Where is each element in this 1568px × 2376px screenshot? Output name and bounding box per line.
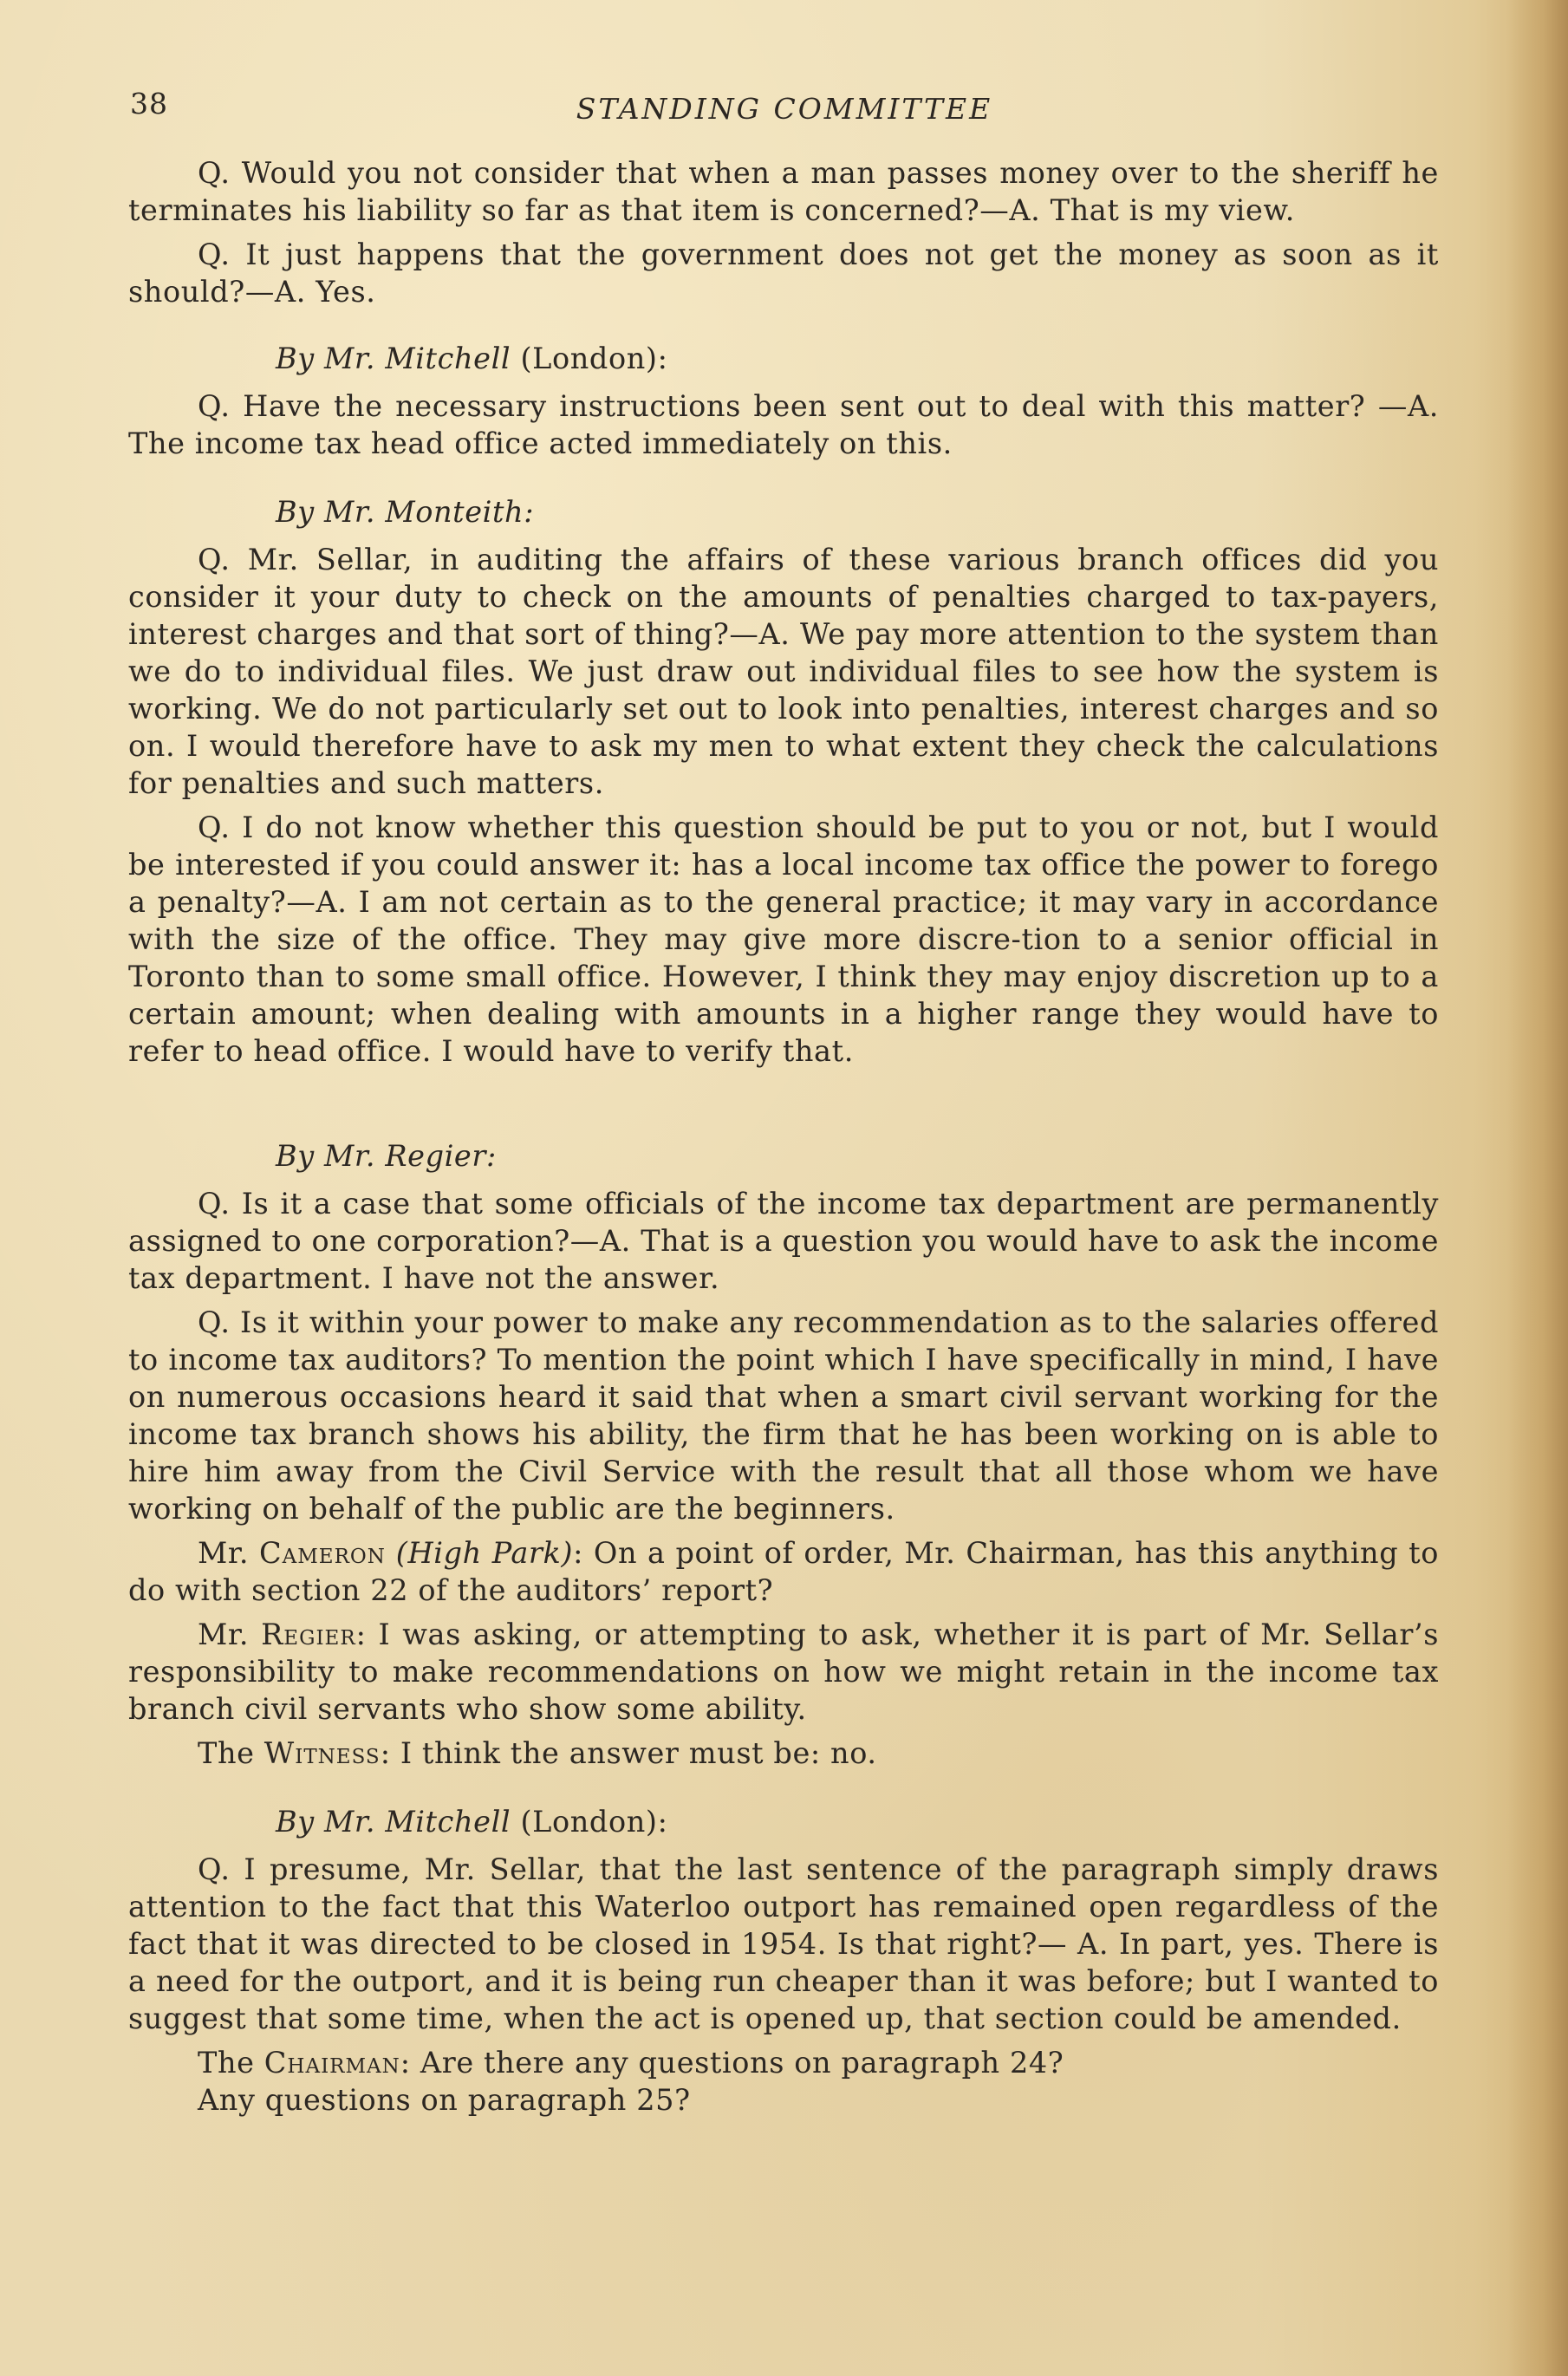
qa-paragraph: Q. Mr. Sellar, in auditing the affairs of these various branch offices did you consider it your duty to check on the amounts of penalties charged to tax-payers, interest charges and that sort of thing?—A. We pay more attention to the system than we do to individual files. We just draw out individual files to see how the system is working. We do not particularly set out to look into penalties, interest charges and so on. I would therefore have to ask my men to what extent they check the calculations for penalties and such matters. [128, 543, 1439, 800]
page-edge-shadow [1507, 0, 1568, 2376]
qa-paragraph: Q. It just happens that the government does not get the money as soon as it should?—A. Yes. [128, 238, 1439, 309]
page-header [130, 87, 1439, 139]
qa-paragraph: Q. Is it a case that some officials of the income tax department are permanently assigned to one corporation?—A. That is a question you would have to ask the income tax department. I have not the answer. [128, 1187, 1439, 1295]
speaker-paragraph [128, 1735, 1439, 1772]
qa-paragraph: Q. I do not know whether this question should be put to you or not, but I would be interested if you could answer it: has a local income tax office the power to forego a penalty?—A. I am not certain as to the general practice; it may vary in accordance with the size of the office. They may give more discre-tion to a senior official in Toronto than to some small office. However, I think they may enjoy discretion up to a certain amount; when dealing with amounts in a higher range they would have to refer to head office. I would have to verify that. [128, 810, 1439, 1068]
speaker-name: Witness [264, 1736, 381, 1770]
examiner-heading [128, 1803, 1439, 1840]
running-head: STANDING COMMITTEE [576, 92, 993, 126]
examiner-heading [128, 493, 1439, 531]
speaker-paragraph [128, 2044, 1439, 2081]
examiner-heading [128, 1137, 1439, 1175]
speaker-name: Cameron [258, 1536, 386, 1570]
speaker-text: : I was asking, or attempting to ask, whether it is part of Mr. Sellar’s responsibility to make recommendations on how we might retain in the income tax branch civil servants who show some ability. [128, 1618, 1439, 1726]
speaker-paragraph [128, 1534, 1439, 1609]
speaker-qualifier: (High Park) [385, 1536, 574, 1570]
speaker-text: : Are there any questions on paragraph 24? [400, 2046, 1064, 2080]
speaker-text: : On a point of order, Mr. Chairman, has this anything to do with section 22 of the auditors’ report? [128, 1536, 1439, 1607]
qa-paragraph: Q. I presume, Mr. Sellar, that the last sentence of the paragraph simply draws attention to the fact that this Waterloo outport has remained open regardless of the fact that it was directed to be closed in 1954. Is that right?— A. In part, yes. There is a need for the outport, and it is being run cheaper than it was before; but I wanted to suggest that some time, when the act is opened up, that section could be amended. [128, 1852, 1439, 2035]
speaker-name: Regier [261, 1618, 356, 1651]
speaker-title: Mr. [198, 1536, 259, 1570]
examiner-heading [128, 340, 1439, 377]
closing-line: Any questions on paragraph 25? [198, 2083, 691, 2117]
examiner-name: By Mr. Regier: [276, 1139, 497, 1173]
page-number: 38 [130, 87, 168, 120]
speaker-text: : I think the answer must be: no. [380, 1736, 877, 1770]
speaker-title: The [198, 2046, 264, 2080]
speaker-paragraph [128, 1616, 1439, 1728]
examiner-suffix: (London): [511, 1805, 668, 1839]
qa-paragraph: Q. Is it within your power to make any recommendation as to the salaries offered to income tax auditors? To mention the point which I have specifically in mind, I have on numerous occasions heard it said that when a smart civil servant working for the income tax branch shows his ability, the firm that he has been working on is able to hire him away from the Civil Service with the result that all those whom we have working on behalf of the public are the beginners. [128, 1305, 1439, 1526]
body-text [128, 154, 1439, 2119]
qa-paragraph: Q. Would you not consider that when a man passes money over to the sheriff he terminates his liability so far as that item is concerned?—A. That is my view. [128, 156, 1439, 227]
examiner-name: By Mr. Monteith: [276, 495, 535, 529]
speaker-title: Mr. [198, 1618, 262, 1651]
examiner-name: By Mr. Mitchell [276, 1805, 511, 1839]
speaker-title: The [198, 1736, 264, 1770]
examiner-name: By Mr. Mitchell [276, 342, 511, 375]
speaker-name: Chairman [264, 2046, 400, 2080]
examiner-suffix: (London): [511, 342, 668, 375]
qa-paragraph: Q. Have the necessary instructions been sent out to deal with this matter? —A. The income tax head office acted immediately on this. [128, 389, 1439, 460]
